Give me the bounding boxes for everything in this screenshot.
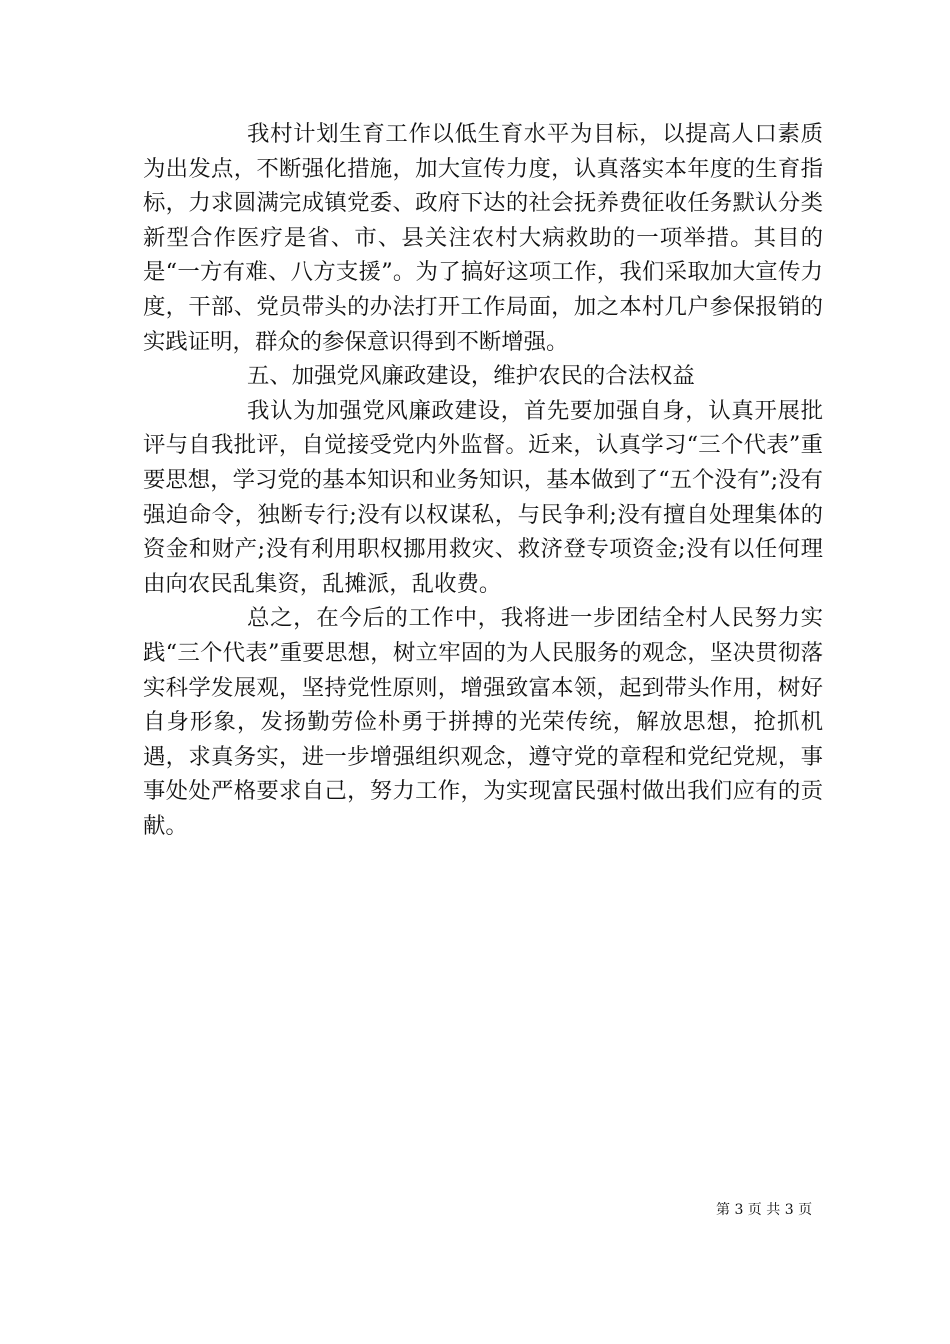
- paragraph-family-planning: 我村计划生育工作以低生育水平为目标，以提高人口素质为出发点，不断强化措施，加大宣传力度，认真落实本年度的生育指标，力求圆满完成镇党委、政府下达的社会抚养费征收任务默认分类新型合作医疗是省、市、县关注农村大病救助的一项举措。其目的是“一方有难、八方支援”。为了搞好这项工作，我们采取加大宣传力度，干部、党员带头的办法打开工作局面，加之本村几户参保报销的实践证明，群众的参保意识得到不断增强。: [143, 121, 823, 355]
- paragraph-party-conduct: 我认为加强党风廉政建设，首先要加强自身，认真开展批评与自我批评，自觉接受党内外监督。近来，认真学习“三个代表”重要思想，学习党的基本知识和业务知识，基本做到了“五个没有”;没有强迫命令，独断专行;没有以权谋私，与民争利;没有擅自处理集体的资金和财产;没有利用职权挪用救灾、救济登专项资金;没有以任何理由向农民乱集资，乱摊派，乱收费。: [143, 397, 823, 597]
- document-body: [143, 117, 823, 843]
- paragraph-conclusion: 总之，在今后的工作中，我将进一步团结全村人民努力实践“三个代表”重要思想，树立牢固的为人民服务的观念，坚决贯彻落实科学发展观，坚持党性原则，增强致富本领，起到带头作用，树好自身形象，发扬勤劳俭朴勇于拼搏的光荣传统，解放思想，抢抓机遇，求真务实，进一步增强组织观念，遵守党的章程和党纪党规，事事处处严格要求自己，努力工作，为实现富民强村做出我们应有的贡献。: [143, 605, 823, 839]
- page-footer: 第 3 页 共 3 页: [716, 1202, 813, 1218]
- section-heading-five: 五、加强党风廉政建设，维护农民的合法权益: [247, 363, 695, 390]
